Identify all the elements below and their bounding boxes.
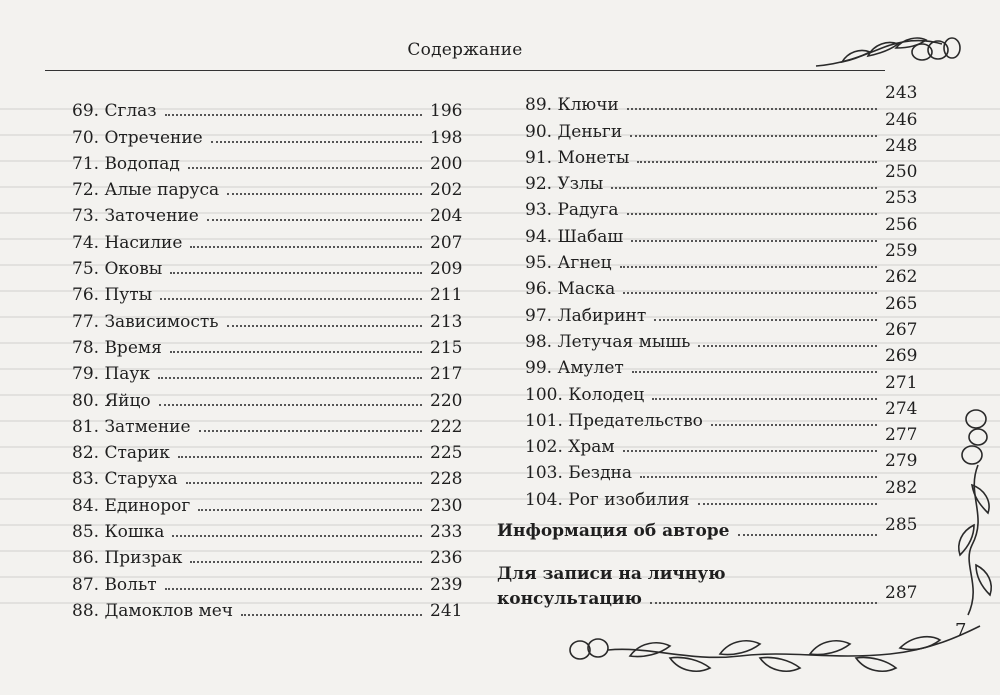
- toc-entry-page: 277: [885, 425, 918, 446]
- toc-entry[interactable]: [525, 319, 918, 352]
- toc-entry-page: 239: [430, 574, 463, 595]
- toc-entry[interactable]: [525, 135, 918, 168]
- leader-dots: [170, 272, 422, 274]
- toc-entry-page: 204: [430, 206, 463, 227]
- toc-entry-page: 248: [885, 135, 918, 156]
- toc-entry-page: 230: [430, 495, 463, 516]
- leader-dots: [227, 193, 422, 195]
- toc-entry-page: 228: [430, 469, 463, 490]
- toc-entry-page: 259: [885, 241, 918, 262]
- toc-entry[interactable]: [525, 425, 918, 458]
- toc-entry-label-line2: консультацию: [497, 589, 642, 609]
- toc-entry-label: 94. Шабаш: [525, 226, 624, 247]
- toc-entry[interactable]: [72, 411, 462, 437]
- leader-dots: [711, 424, 877, 426]
- toc-entry-label: 74. Насилие: [72, 232, 183, 253]
- toc-entry-page: 241: [430, 600, 463, 621]
- leader-dots: [160, 298, 422, 300]
- toc-entry[interactable]: [525, 293, 918, 326]
- toc-entry-label: 90. Деньги: [525, 121, 623, 142]
- toc-entry-page: 253: [885, 188, 918, 209]
- toc-entry[interactable]: [72, 437, 462, 463]
- leader-dots: [165, 114, 422, 116]
- toc-entry[interactable]: [72, 253, 462, 279]
- toc-entry-page: 200: [430, 153, 463, 174]
- toc-entry-label: 76. Путы: [72, 285, 153, 306]
- toc-entry-consultation[interactable]: [497, 563, 917, 609]
- toc-entry-label: 77. Зависимость: [72, 311, 219, 332]
- leader-dots: [632, 371, 877, 373]
- toc-entry-label: 82. Старик: [72, 443, 170, 464]
- toc-entry-label: 91. Монеты: [525, 147, 630, 168]
- leader-dots: [623, 292, 877, 294]
- leader-dots: [627, 108, 877, 110]
- leader-dots: [627, 213, 877, 215]
- toc-entry-page: 243: [885, 83, 918, 104]
- footer-ornament-icon: [560, 606, 1000, 695]
- toc-entry-page: 274: [885, 398, 918, 419]
- toc-entry-label: 101. Предательство: [525, 410, 703, 431]
- header-ornament-icon: [812, 26, 962, 74]
- leader-dots: [654, 319, 877, 321]
- toc-entry-page: 213: [430, 311, 463, 332]
- toc-entry[interactable]: [525, 188, 918, 221]
- toc-entry[interactable]: [72, 95, 462, 121]
- toc-entry[interactable]: [72, 174, 462, 200]
- toc-entry-page: 250: [885, 162, 918, 183]
- toc-entry-page: 225: [430, 443, 463, 464]
- leader-dots: [159, 404, 422, 406]
- toc-entry-label: 79. Паук: [72, 364, 151, 385]
- toc-entry[interactable]: [72, 121, 462, 147]
- side-ornament-icon: [948, 405, 998, 635]
- toc-entry[interactable]: [72, 148, 462, 174]
- leader-dots: [623, 450, 877, 452]
- toc-entry-page: 279: [885, 451, 918, 472]
- toc-entry-page: 215: [430, 337, 463, 358]
- toc-entry-label: 98. Летучая мышь: [525, 331, 691, 352]
- toc-entry-page: 285: [885, 515, 918, 536]
- toc-entry-page: 196: [430, 101, 463, 122]
- leader-dots: [738, 534, 878, 536]
- toc-entry[interactable]: [72, 200, 462, 226]
- toc-entry-page: 265: [885, 293, 918, 314]
- toc-entry[interactable]: [525, 372, 918, 405]
- toc-entry-page: 256: [885, 214, 918, 235]
- toc-entry-page: 271: [885, 372, 918, 393]
- toc-entry-page: 209: [430, 259, 463, 280]
- toc-entry-label: 86. Призрак: [72, 548, 183, 569]
- toc-entry-label: 96. Маска: [525, 279, 616, 300]
- toc-entry[interactable]: [72, 305, 462, 331]
- toc-entry[interactable]: [72, 279, 462, 305]
- leader-dots: [178, 456, 422, 458]
- toc-entry[interactable]: [72, 489, 462, 515]
- leader-dots: [211, 141, 422, 143]
- toc-entry-label: 80. Яйцо: [72, 390, 151, 411]
- toc-left-column: [72, 95, 462, 621]
- toc-entry[interactable]: [72, 568, 462, 594]
- leader-dots: [640, 476, 877, 478]
- page-header: [45, 34, 885, 71]
- toc-entry[interactable]: [72, 384, 462, 410]
- leader-dots: [186, 482, 422, 484]
- toc-entry-page: 222: [430, 416, 463, 437]
- toc-entry-label: 81. Затмение: [72, 416, 191, 437]
- toc-entry-label: 102. Храм: [525, 437, 615, 458]
- toc-entry-label: 92. Узлы: [525, 174, 604, 195]
- toc-entry-page: 202: [430, 180, 463, 201]
- leader-dots: [631, 240, 877, 242]
- toc-entry-label-line1: Для записи на личную: [497, 564, 726, 584]
- toc-entry-label: 99. Амулет: [525, 358, 624, 379]
- leader-dots: [165, 588, 422, 590]
- leader-dots: [172, 535, 422, 537]
- leader-dots: [241, 614, 422, 616]
- toc-entry[interactable]: [72, 542, 462, 568]
- toc-entry-page: 267: [885, 319, 918, 340]
- toc-entry-page: 233: [430, 522, 463, 543]
- leader-dots: [611, 187, 877, 189]
- toc-entry-page: 269: [885, 346, 918, 367]
- leader-dots: [207, 219, 422, 221]
- toc-entry-label: 73. Заточение: [72, 206, 199, 227]
- leader-dots: [158, 377, 422, 379]
- toc-entry[interactable]: [72, 516, 462, 542]
- toc-entry-label: 75. Оковы: [72, 259, 163, 280]
- toc-entry-label: 97. Лабиринт: [525, 305, 647, 326]
- leader-dots: [620, 266, 877, 268]
- toc-entry[interactable]: [525, 214, 918, 247]
- toc-entry[interactable]: [525, 477, 918, 510]
- toc-entry-page: 220: [430, 390, 463, 411]
- toc-entry-label: 78. Время: [72, 337, 162, 358]
- leader-dots: [188, 167, 422, 169]
- toc-entry[interactable]: [525, 451, 918, 484]
- toc-entry-label: 104. Рог изобилия: [525, 489, 690, 510]
- toc-entry-page: 217: [430, 364, 463, 385]
- toc-entry[interactable]: [525, 241, 918, 274]
- leader-dots: [198, 509, 422, 511]
- toc-entry[interactable]: [72, 463, 462, 489]
- toc-entry[interactable]: [525, 162, 918, 195]
- toc-entry[interactable]: [525, 346, 918, 379]
- leader-dots: [227, 325, 422, 327]
- toc-entry-label: 85. Кошка: [72, 522, 165, 543]
- leader-dots: [652, 398, 877, 400]
- leader-dots: [190, 561, 422, 563]
- toc-entry-page: 246: [885, 109, 918, 130]
- toc-entry-label: 100. Колодец: [525, 384, 645, 405]
- toc-entry[interactable]: [525, 398, 918, 431]
- toc-entry-page: 282: [885, 477, 918, 498]
- toc-entry-page: 236: [430, 548, 463, 569]
- toc-entry[interactable]: [72, 358, 462, 384]
- toc-entry-page: 207: [430, 232, 463, 253]
- page-title: Содержание: [407, 40, 523, 60]
- toc-entry-page: 262: [885, 267, 918, 288]
- leader-dots: [170, 351, 422, 353]
- toc-entry-page: 198: [430, 127, 463, 148]
- toc-entry-label: 84. Единорог: [72, 495, 191, 516]
- leader-dots: [650, 602, 877, 604]
- toc-entry-label: 72. Алые паруса: [72, 180, 220, 201]
- toc-entry[interactable]: [525, 109, 918, 142]
- toc-entry-label: 93. Радуга: [525, 200, 619, 221]
- toc-entry-label: 88. Дамоклов меч: [72, 600, 234, 621]
- toc-entry-label: 69. Сглаз: [72, 101, 157, 122]
- toc-entry-label: 95. Агнец: [525, 253, 612, 274]
- toc-entry-label: 83. Старуха: [72, 469, 178, 490]
- toc-entry-page: 211: [430, 285, 463, 306]
- leader-dots: [190, 246, 422, 248]
- leader-dots: [698, 503, 878, 505]
- page-number: 7: [955, 620, 967, 641]
- toc-entry-label: 70. Отречение: [72, 127, 203, 148]
- toc-entry[interactable]: [72, 226, 462, 252]
- toc-entry-label: 71. Водопад: [72, 153, 180, 174]
- toc-entry-label: 103. Бездна: [525, 463, 633, 484]
- toc-entry[interactable]: [525, 267, 918, 300]
- toc-entry[interactable]: [525, 83, 918, 116]
- toc-entry[interactable]: [72, 332, 462, 358]
- leader-dots: [630, 135, 877, 137]
- leader-dots: [698, 345, 877, 347]
- toc-entry-label: Информация об авторе: [497, 521, 730, 542]
- toc-right-column: [525, 83, 918, 510]
- leader-dots: [637, 161, 877, 163]
- toc-entry-label: 89. Ключи: [525, 95, 619, 116]
- toc-entry[interactable]: [72, 595, 462, 621]
- toc-entry-label: 87. Вольт: [72, 574, 157, 595]
- toc-entry-page: 287: [885, 583, 918, 603]
- leader-dots: [199, 430, 422, 432]
- toc-entry-author-info[interactable]: [497, 515, 917, 541]
